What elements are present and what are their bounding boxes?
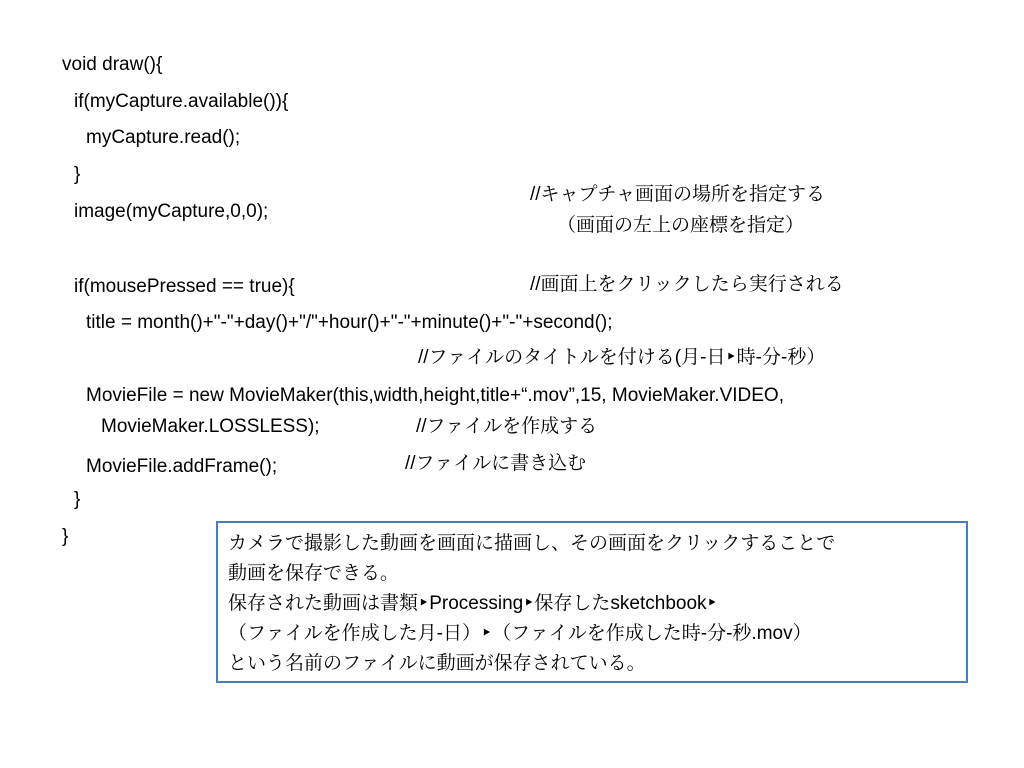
info-line-1: カメラで撮影した動画を画面に描画し、その画面をクリックすることで — [228, 533, 836, 554]
comment-file-title: //ファイルのタイトルを付ける(月-日‣時-分-秒） — [418, 347, 826, 368]
code-line-read: myCapture.read(); — [86, 127, 241, 148]
comment-click-executes: //画面上をクリックしたら実行される — [530, 274, 844, 295]
info-box — [216, 521, 968, 683]
comment-capture-location: //キャプチャ画面の場所を指定する — [530, 184, 825, 205]
code-line-moviefile: MovieFile = new MovieMaker(this,width,height,title+“.mov”,15, MovieMaker.VIDEO, — [86, 385, 784, 406]
comment-create-file: //ファイルを作成する — [416, 416, 598, 437]
code-line-if-available: if(myCapture.available()){ — [74, 91, 289, 112]
comment-write-file: //ファイルに書き込む — [405, 453, 587, 474]
code-line-close-brace: } — [74, 164, 81, 185]
code-line-addframe: MovieFile.addFrame(); — [86, 456, 278, 477]
code-line-close-brace-outer: } — [62, 526, 69, 547]
comment-capture-coordinates: （画面の左上の座標を指定） — [557, 215, 805, 236]
code-line-image: image(myCapture,0,0); — [74, 201, 269, 222]
code-line-draw: void draw(){ — [62, 54, 163, 75]
code-line-if-mouse: if(mousePressed == true){ — [74, 276, 295, 297]
info-line-5: という名前のファイルに動画が保存されている。 — [228, 653, 646, 674]
code-line-lossless: MovieMaker.LOSSLESS); — [101, 416, 320, 437]
code-line-close-brace-inner: } — [74, 489, 81, 510]
info-line-4: （ファイルを作成した月-日）‣（ファイルを作成した時-分-秒.mov） — [228, 623, 812, 644]
code-line-title: title = month()+"-"+day()+"/"+hour()+"-"+minute()+"-"+second(); — [86, 312, 613, 333]
info-line-2: 動画を保存できる。 — [228, 563, 400, 584]
info-line-3: 保存された動画は書類‣Processing‣保存したsketchbook‣ — [228, 593, 718, 614]
